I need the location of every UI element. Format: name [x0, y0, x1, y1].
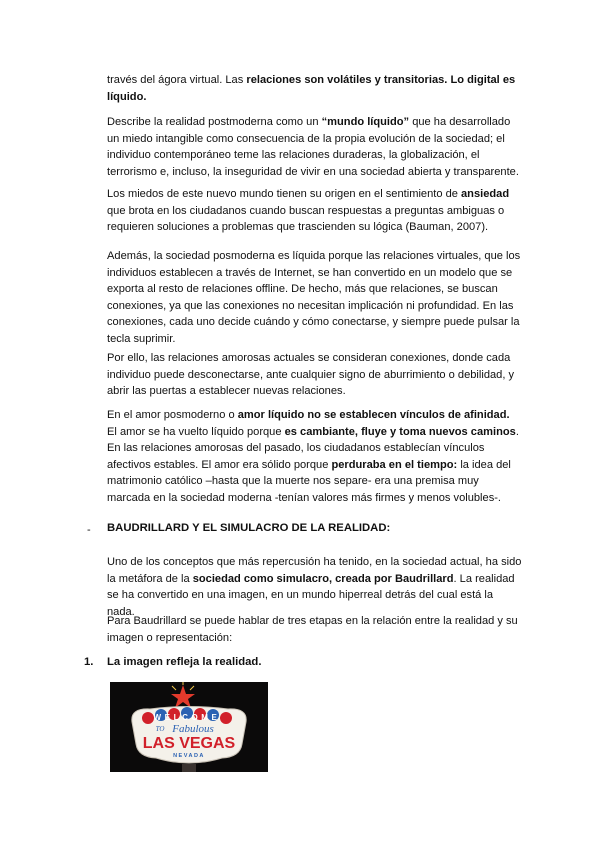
paragraph-ansiedad: Los miedos de este nuevo mundo tienen su origen en el sentimiento de ansiedad que brota en los ciudadanos cuando buscan respuestas a preguntas ambiguas o requieren soluciones a problemas que trascienden su lógica (Bauman, 2007).: [107, 188, 510, 233]
list-number: 1.: [84, 656, 94, 668]
sign-to-text: TO: [155, 725, 165, 733]
bold-sociedad-simulacro: sociedad como simulacro, creada por Baudrillard: [192, 572, 454, 585]
paragraph-mundo-liquido: Describe la realidad postmoderna como un “mundo líquido” que ha desarrollado un miedo intangible como consecuencia de la propia evolución de la sociedad; el individuo contemporáneo teme las relaciones duraderas, la globalización, el terrorismo e, incluso, la inseguridad de vivir en una sociedad abierta y transparente.: [107, 116, 519, 178]
paragraph-relaciones-amorosas: Por ello, las relaciones amorosas actuales se consideran conexiones, donde cada individuo puede desconectarse, ante cualquier signo de aburrimiento o debilidad, y abrir las puertas a establecer nuevas relaciones.: [107, 352, 515, 397]
bold-perduraba: perduraba en el tiempo:: [331, 458, 458, 471]
section-heading-baudrillard: BAUDRILLARD Y EL SIMULACRO DE LA REALIDAD:: [107, 522, 391, 534]
sign-welcome-text: WELCOME: [153, 713, 221, 722]
bold-cambiante: es cambiante, fluye y toma nuevos caminos: [284, 425, 516, 438]
las-vegas-sign-image: [110, 682, 268, 772]
paragraph-simulacro: Uno de los conceptos que más repercusión ha tenido, en la sociedad actual, ha sido la metáfora de la sociedad como simulacro, creada por Baudrillard. La realidad se ha convertido en una imagen, en un mundo hiperreal detrás del cual está la nada.: [107, 556, 522, 618]
bold-mundo-liquido: “mundo líquido”: [321, 116, 410, 128]
paragraph-amor-liquido: En el amor posmoderno o amor líquido no se establecen vínculos de afinidad. El amor se ha vuelto líquido porque es cambiante, fluye y toma nuevos caminos. En las relaciones amorosas del pasado, los ciudadanos establecían vínculos afectivos estables. El amor era sólido porque perduraba en el tiempo: la idea del matrimonio católico –hasta que la muerte nos separe- era una premisa muy marcada en la sociedad moderna -tenían valores más firmes y menos volubles-.: [107, 409, 519, 504]
bold-relaciones-volatiles: relaciones son volátiles y transitorias. Lo digital es líquido.: [107, 74, 516, 103]
bold-ansiedad: ansiedad: [461, 188, 510, 200]
list-heading-imagen-refleja: La imagen refleja la realidad.: [107, 656, 262, 668]
sign-nevada-text: NEVADA: [173, 753, 205, 759]
sign-fabulous-text: Fabulous: [172, 723, 214, 735]
paragraph-agora: través del ágora virtual. Las relaciones son volátiles y transitorias. Lo digital es líquido.: [107, 74, 516, 103]
paragraph-tres-etapas: Para Baudrillard se puede hablar de tres etapas en la relación entre la realidad y su imagen o representación:: [107, 615, 518, 644]
bold-amor-liquido: amor líquido no se establecen vínculos de afinidad.: [237, 409, 510, 421]
sign-las-vegas-text: LAS VEGAS: [142, 735, 236, 752]
section-bullet: -: [87, 524, 91, 536]
paragraph-relaciones-virtuales: Además, la sociedad posmoderna es líquida porque las relaciones virtuales, que los individuos establecen a través de Internet, se han convertido en un modelo que se exporta al resto de relaciones offline. De hecho, más que relaciones, se buscan conexiones, ya que las conexiones no necesitan implicación ni profundidad. En las conexiones, cada uno decide cuándo y cómo conectarse, y siempre puede pulsar la tecla suprimir.: [107, 250, 521, 345]
sign-post: [182, 764, 196, 772]
